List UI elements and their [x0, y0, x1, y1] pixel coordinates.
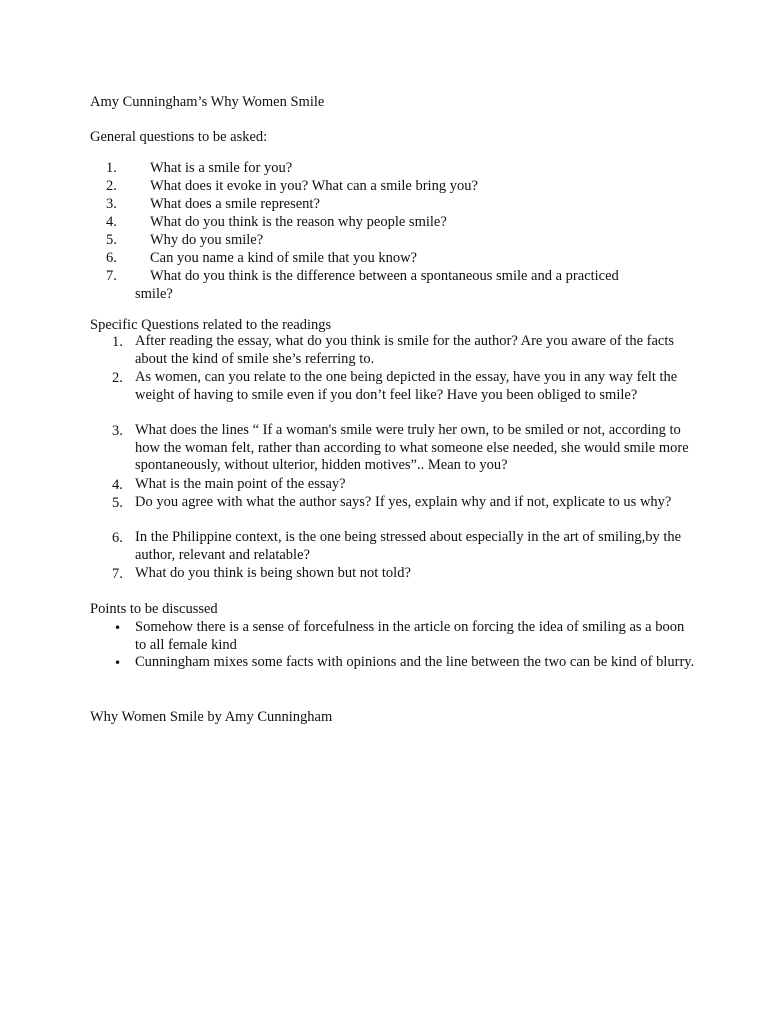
item-number: 6. — [106, 250, 117, 266]
specific-questions-heading: Specific Questions related to the readings — [90, 317, 332, 333]
item-text: Can you name a kind of smile that you know? — [150, 250, 417, 266]
item-text: As women, can you relate to the one being depicted in the essay, have you in any way felt the weight of having to smile even if you don’t feel like? Have you been obliged to smile? — [135, 369, 678, 403]
item-number: 5. — [106, 232, 117, 248]
item-text: What do you think is the difference between a spontaneous smile and a practiced — [150, 268, 619, 284]
item-number: 6. — [112, 530, 123, 546]
item-number: 7. — [106, 268, 117, 284]
item-text: Somehow there is a sense of forcefulness in the article on forcing the idea of smiling as a boon to all female kind — [135, 619, 685, 653]
reading-title: Why Women Smile by Amy Cunningham — [90, 709, 333, 725]
item-number: 4. — [106, 214, 117, 230]
item-text: What do you think is the reason why people smile? — [150, 214, 447, 230]
item-text: What does it evoke in you? What can a smile bring you? — [150, 178, 478, 194]
points-heading: Points to be discussed — [90, 601, 218, 617]
item-number: 3. — [112, 423, 123, 439]
item-number: 2. — [106, 178, 117, 194]
bullet-icon: • — [114, 656, 122, 670]
item-text: What is the main point of the essay? — [135, 476, 346, 492]
item-text-continuation: smile? — [135, 286, 173, 302]
bullet-icon: • — [114, 621, 122, 635]
general-questions-heading: General questions to be asked: — [90, 129, 268, 145]
item-number: 1. — [112, 334, 123, 350]
item-text: What does the lines “ If a woman's smile were truly her own, to be smiled or not, according to how the woman felt, rather than according to what someone else needed, she would smile more spontaneously, without ulterior, hidden motives”.. Mean to you? — [135, 422, 689, 474]
item-number: 1. — [106, 160, 117, 176]
document-title: Amy Cunningham’s Why Women Smile — [90, 94, 325, 110]
item-number: 7. — [112, 566, 123, 582]
item-text: Why do you smile? — [150, 232, 264, 248]
item-text: After reading the essay, what do you think is smile for the author? Are you aware of the facts about the kind of smile she’s referring to. — [135, 333, 675, 367]
item-number: 2. — [112, 370, 123, 386]
item-text: What does a smile represent? — [150, 196, 320, 212]
item-number: 4. — [112, 477, 123, 493]
item-text: In the Philippine context, is the one being stressed about especially in the art of smiling,by the author, relevant and relatable? — [135, 529, 682, 563]
item-text: What is a smile for you? — [150, 160, 293, 176]
item-text: Cunningham mixes some facts with opinions and the line between the two can be kind of blurry. — [135, 654, 695, 670]
item-text: What do you think is being shown but not told? — [135, 565, 411, 581]
item-number: 5. — [112, 495, 123, 511]
item-text: Do you agree with what the author says? If yes, explain why and if not, explicate to us why? — [135, 494, 672, 510]
item-number: 3. — [106, 196, 117, 212]
